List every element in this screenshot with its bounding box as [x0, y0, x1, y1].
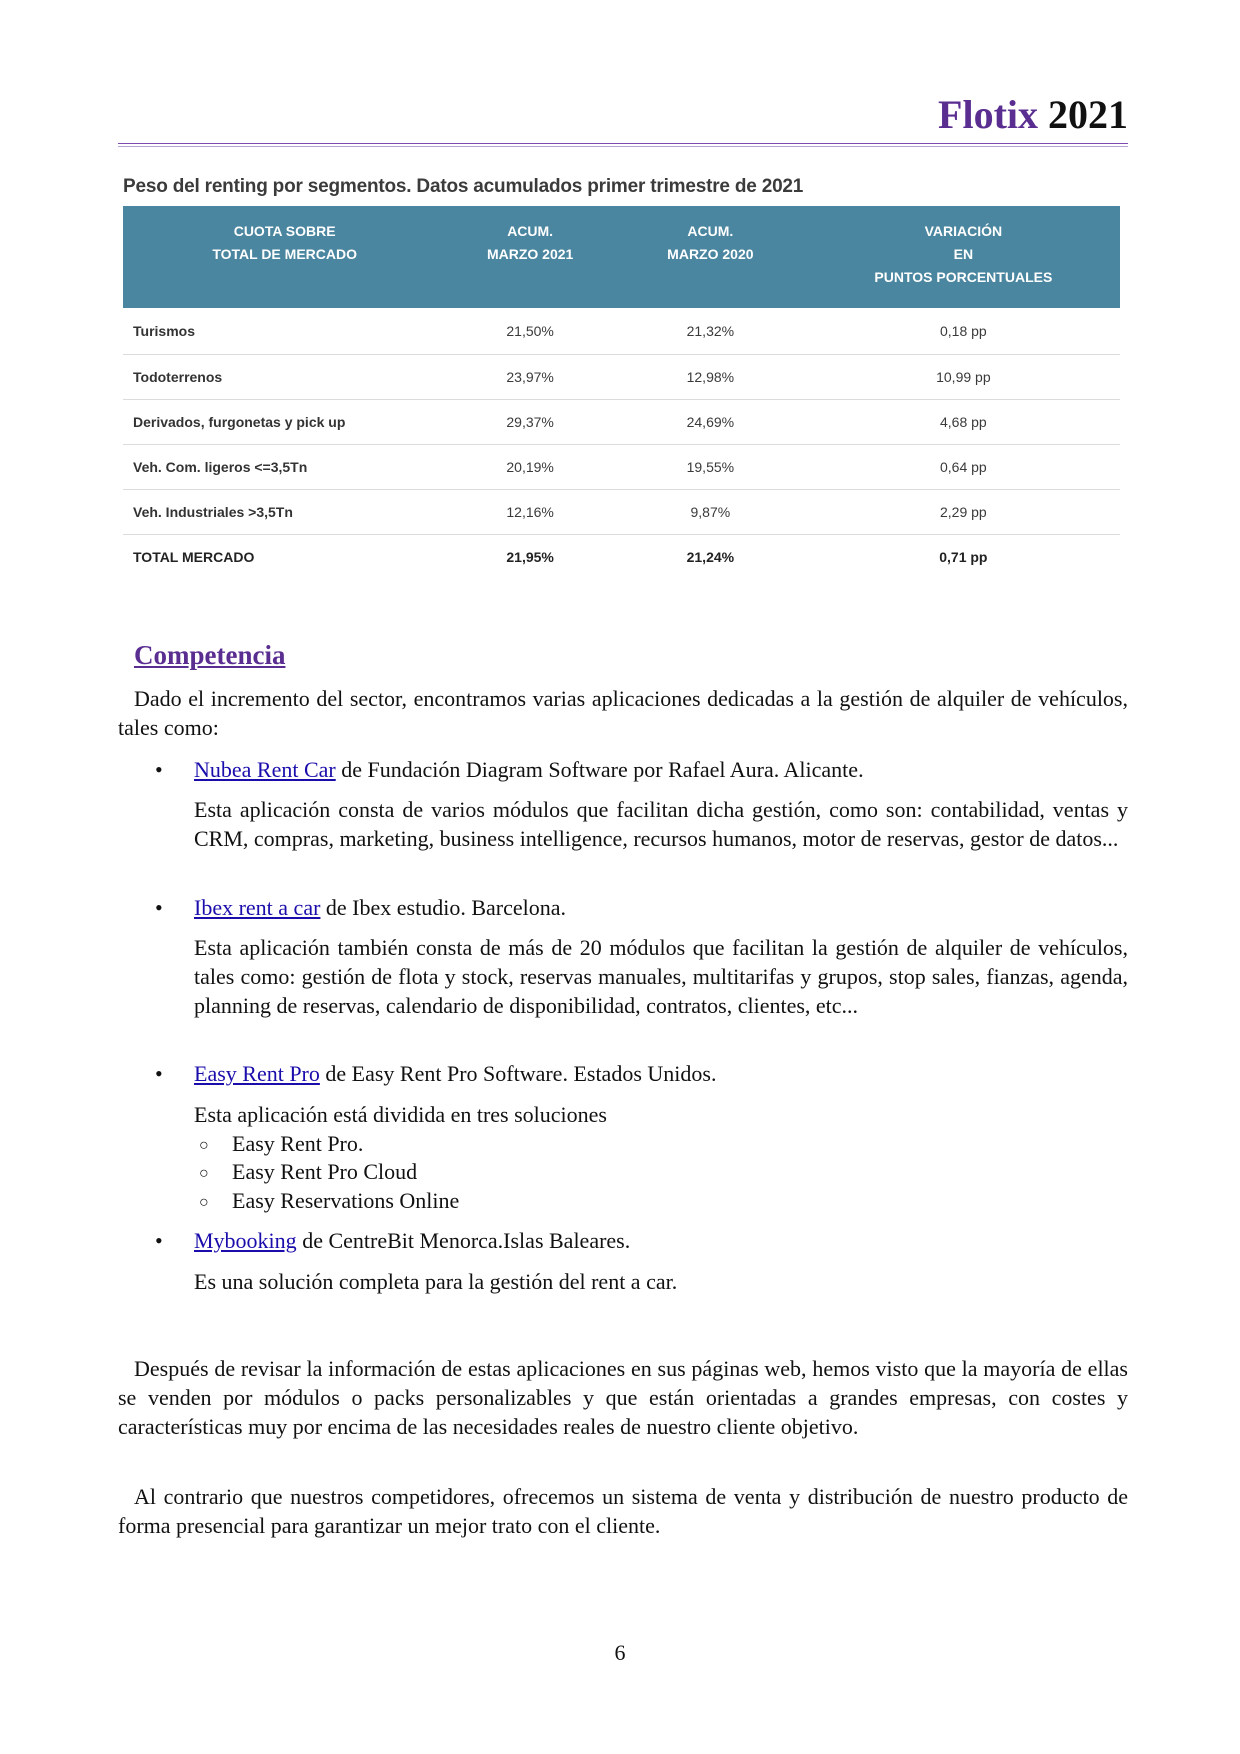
conclusion-paragraph: Después de revisar la información de estas aplicaciones en sus páginas web, hemos visto que la mayoría de ellas se venden por módulos o packs personalizables y que están orientadas a grandes empresas, con costes y características muy por encima de las necesidades reales de nuestro cliente objetivo.	[118, 1356, 1128, 1439]
table-row	[123, 308, 1120, 355]
competitor-origin: de Easy Rent Pro Software. Estados Unidos.	[319, 1061, 717, 1086]
competitor-origin: de CentreBit Menorca.Islas Baleares.	[296, 1228, 631, 1253]
value-cell: 12,98%	[614, 355, 807, 400]
competitor-description: Esta aplicación consta de varios módulos que facilitan dicha gestión, como son: contabilidad, ventas y CRM, compras, marketing, business intelligence, recursos humanos, motor de reservas, gestor de datos...	[194, 797, 1128, 851]
header-year: 2021	[1048, 92, 1128, 137]
bullet-icon: •	[155, 895, 163, 920]
column-header-march-2020: ACUM. MARZO 2020	[614, 206, 807, 308]
section-title-competencia: Competencia	[134, 640, 286, 670]
intro-paragraph: Dado el incremento del sector, encontramos varias aplicaciones dedicadas a la gestión de alquiler de vehículos, tales como:	[118, 686, 1128, 740]
value-cell: 2,29 pp	[807, 490, 1120, 535]
competitor-link-easy-rent-pro[interactable]: Easy Rent Pro	[194, 1061, 320, 1086]
value-cell: 29,37%	[446, 400, 614, 445]
segment-cell: Veh. Industriales >3,5Tn	[123, 490, 446, 535]
value-cell: 21,50%	[446, 308, 614, 355]
table-row	[123, 400, 1120, 445]
page-number: 6	[614, 1640, 626, 1665]
value-cell: 23,97%	[446, 355, 614, 400]
value-cell: 10,99 pp	[807, 355, 1120, 400]
segment-cell: Turismos	[123, 308, 446, 355]
competitor-description: Esta aplicación está dividida en tres soluciones	[194, 1102, 607, 1127]
bullet-icon: •	[155, 757, 163, 782]
conclusion-paragraph: Al contrario que nuestros competidores, ofrecemos un sistema de venta y distribución de nuestro producto de forma presencial para garantizar un mejor trato con el cliente.	[118, 1484, 1128, 1538]
circle-bullet-icon: ○	[199, 1137, 209, 1154]
value-cell: 21,32%	[614, 308, 807, 355]
segment-cell: TOTAL MERCADO	[133, 549, 255, 565]
segment-cell: Todoterrenos	[123, 355, 446, 400]
table-title: Peso del renting por segmentos. Datos acumulados primer trimestre de 2021	[123, 176, 804, 197]
competitor-origin: de Ibex estudio. Barcelona.	[320, 895, 566, 920]
value-cell: 21,24%	[686, 549, 735, 565]
value-cell: 21,95%	[506, 549, 554, 565]
segment-cell: Veh. Com. ligeros <=3,5Tn	[123, 445, 446, 490]
page-header	[118, 88, 1128, 142]
value-cell: 19,55%	[614, 445, 807, 490]
value-cell: 24,69%	[614, 400, 807, 445]
bullet-icon: •	[155, 1228, 163, 1253]
header-divider	[118, 143, 1128, 147]
circle-bullet-icon: ○	[199, 1165, 209, 1182]
segment-cell: Derivados, furgonetas y pick up	[123, 400, 446, 445]
table-row	[123, 445, 1120, 490]
column-header-market-share: CUOTA SOBRE TOTAL DE MERCADO	[123, 206, 446, 308]
table-row	[123, 355, 1120, 400]
value-cell: 20,19%	[446, 445, 614, 490]
value-cell: 0,18 pp	[807, 308, 1120, 355]
competitor-description: Esta aplicación también consta de más de 20 módulos que facilitan la gestión de alquiler de vehículos, tales como: gestión de flota y stock, reservas manuales, multitarifas y grupos, stop sales, fianzas, agenda, planning de reservas, calendario de disponibilidad, contratos, clientes, etc...	[194, 935, 1128, 1018]
table-header-row	[123, 206, 1120, 308]
column-header-march-2021: ACUM. MARZO 2021	[446, 206, 614, 308]
value-cell: 0,71 pp	[939, 549, 988, 565]
renting-segments-table	[123, 206, 1120, 579]
value-cell: 4,68 pp	[807, 400, 1120, 445]
value-cell: 0,64 pp	[807, 445, 1120, 490]
table-total-row	[123, 535, 1120, 580]
competitor-link-nubea[interactable]: Nubea Rent Car	[194, 757, 336, 782]
competitor-link-mybooking[interactable]: Mybooking	[194, 1228, 297, 1253]
competitor-origin: de Fundación Diagram Software por Rafael Aura. Alicante.	[335, 757, 864, 782]
competitor-link-ibex[interactable]: Ibex rent a car	[194, 895, 321, 920]
header-brand: Flotix	[938, 92, 1038, 137]
competitor-description: Es una solución completa para la gestión del rent a car.	[194, 1269, 678, 1294]
bullet-icon: •	[155, 1061, 163, 1086]
circle-bullet-icon: ○	[199, 1194, 209, 1211]
value-cell: 12,16%	[446, 490, 614, 535]
table-row	[123, 490, 1120, 535]
column-header-variation: VARIACIÓN EN PUNTOS PORCENTUALES	[807, 206, 1120, 308]
value-cell: 9,87%	[614, 490, 807, 535]
